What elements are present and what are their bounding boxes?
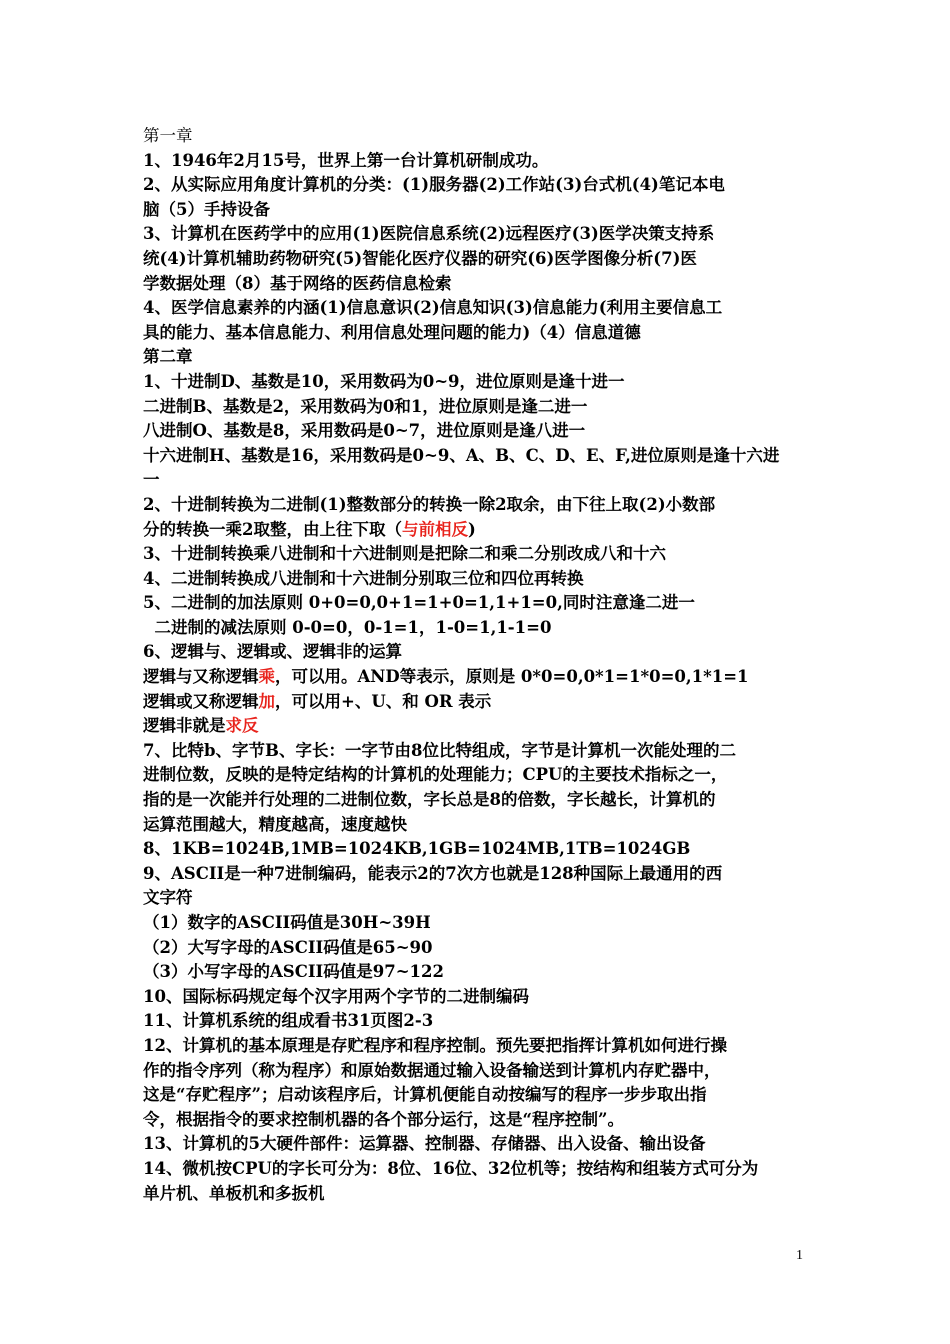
highlight-text: 与前相反 — [401, 519, 468, 539]
text-line: 十六进制H、基数是16，采用数码是0~9、A、B、C、D、E、F,进位原则是逢十六进 — [143, 445, 780, 465]
text-line: 八进制O、基数是8，采用数码是0~7，进位原则是逢八进一 — [143, 421, 586, 441]
text-line: 一 — [143, 470, 160, 490]
text-line — [143, 518, 811, 543]
text-line: 脑（5）手持设备 — [143, 199, 270, 219]
text-line: （3）小写字母的ASCII码值是97~122 — [143, 962, 444, 982]
text-line: 4、医学信息素养的内涵(1)信息意识(2)信息知识(3)信息能力(利用主要信息工 — [143, 298, 723, 318]
text-line: 二进制的减法原则 0-0=0，0-1=1，1-0=1,1-1=0 — [143, 617, 552, 637]
text-line: 统(4)计算机辅助药物研究(5)智能化医疗仪器的研究(6)医学图像分析(7)医 — [143, 248, 697, 268]
text-line: 文字符 — [143, 888, 193, 908]
text-line: 5、二进制的加法原则 0+0=0,0+1=1+0=1,1+1=0,同时注意逢二进一 — [143, 593, 695, 613]
text-line: 10、国际标码规定每个汉字用两个字节的二进制编码 — [143, 986, 529, 1006]
chapter-heading: 第二章 — [143, 347, 193, 367]
document-body — [143, 124, 811, 1206]
text-line: 9、ASCII是一种7进制编码，能表示2的7次方也就是128种国际上最通用的西 — [143, 863, 723, 883]
text-segment: ) — [467, 519, 476, 539]
text-line: （1）数字的ASCII码值是30H~39H — [143, 913, 431, 932]
highlight-text: 加 — [258, 691, 275, 711]
text-line: 指的是一次能并行处理的二进制位数，字长总是8的倍数，字长越长，计算机的 — [143, 790, 716, 810]
text-segment: 逻辑与又称逻辑 — [143, 667, 259, 687]
text-line: 11、计算机系统的组成看书31页图2-3 — [143, 1011, 434, 1031]
text-line: 具的能力、基本信息能力、利用信息处理问题的能力)（4）信息道德 — [143, 322, 641, 342]
text-line: （2）大写字母的ASCII码值是65~90 — [143, 937, 433, 957]
text-segment: ，可以用+、U、和 OR 表示 — [275, 691, 492, 711]
text-segment: 逻辑或又称逻辑 — [143, 691, 259, 711]
text-line — [143, 665, 811, 690]
text-line: 2、十进制转换为二进制(1)整数部分的转换一除2取余，由下往上取(2)小数部 — [143, 494, 716, 514]
text-line: 8、1KB=1024B,1MB=1024KB,1GB=1024MB,1TB=1024GB — [143, 839, 691, 859]
text-line: 13、计算机的5大硬件部件：运算器、控制器、存储器、出入设备、输出设备 — [143, 1134, 706, 1154]
text-line: 1、1946年2月15号，世界上第一台计算机研制成功。 — [143, 150, 549, 170]
highlight-text: 乘 — [258, 667, 275, 687]
page-number: 1 — [796, 1248, 803, 1263]
text-line: 12、计算机的基本原理是存贮程序和程序控制。预先要把指挥计算机如何进行操 — [143, 1035, 727, 1055]
text-line: 学数据处理（8）基于网络的医药信息检索 — [143, 273, 452, 293]
text-line: 3、十进制转换乘八进制和十六进制则是把除二和乘二分别改成八和十六 — [143, 544, 666, 564]
text-line: 6、逻辑与、逻辑或、逻辑非的运算 — [143, 642, 402, 662]
text-line: 1、十进制D、基数是10，采用数码为0~9，进位原则是逢十进一 — [143, 371, 625, 391]
text-line: 4、二进制转换成八进制和十六进制分别取三位和四位再转换 — [143, 568, 584, 588]
text-line: 进制位数，反映的是特定结构的计算机的处理能力；CPU的主要技术指标之一， — [143, 765, 728, 785]
text-line: 2、从实际应用角度计算机的分类：(1)服务器(2)工作站(3)台式机(4)笔记本电 — [143, 175, 725, 195]
text-line — [143, 690, 811, 715]
text-segment: 分的转换一乘2取整，由上往下取（ — [143, 519, 402, 539]
text-line: 7、比特b、字节B、字长：一字节由8位比特组成，字节是计算机一次能处理的二 — [143, 740, 736, 760]
text-line: 14、微机按CPU的字长可分为：8位、16位、32位机等；按结构和组装方式可分为 — [143, 1158, 759, 1178]
text-line: 令，根据指令的要求控制机器的各个部分运行，这是“程序控制”。 — [143, 1109, 624, 1129]
text-line: 3、计算机在医药学中的应用(1)医院信息系统(2)远程医疗(3)医学决策支持系 — [143, 224, 715, 244]
text-line: 作的指令序列（称为程序）和原始数据通过输入设备输送到计算机内存贮器中， — [143, 1060, 721, 1080]
text-line: 这是“存贮程序”；启动该程序后，计算机便能自动按编写的程序一步步取出指 — [143, 1085, 707, 1105]
text-line: 单片机、单板机和多扳机 — [143, 1183, 325, 1203]
text-line — [143, 714, 811, 739]
text-line: 运算范围越大，精度越高，速度越快 — [143, 814, 407, 834]
text-segment: ，可以用。AND等表示，原则是 0*0=0,0*1=1*0=0,1*1=1 — [275, 667, 749, 687]
text-line: 二进制B、基数是2，采用数码为0和1，进位原则是逢二进一 — [143, 396, 588, 416]
text-segment: 逻辑非就是 — [143, 716, 226, 736]
chapter-heading: 第一章 — [143, 126, 193, 145]
highlight-text: 求反 — [225, 716, 259, 736]
